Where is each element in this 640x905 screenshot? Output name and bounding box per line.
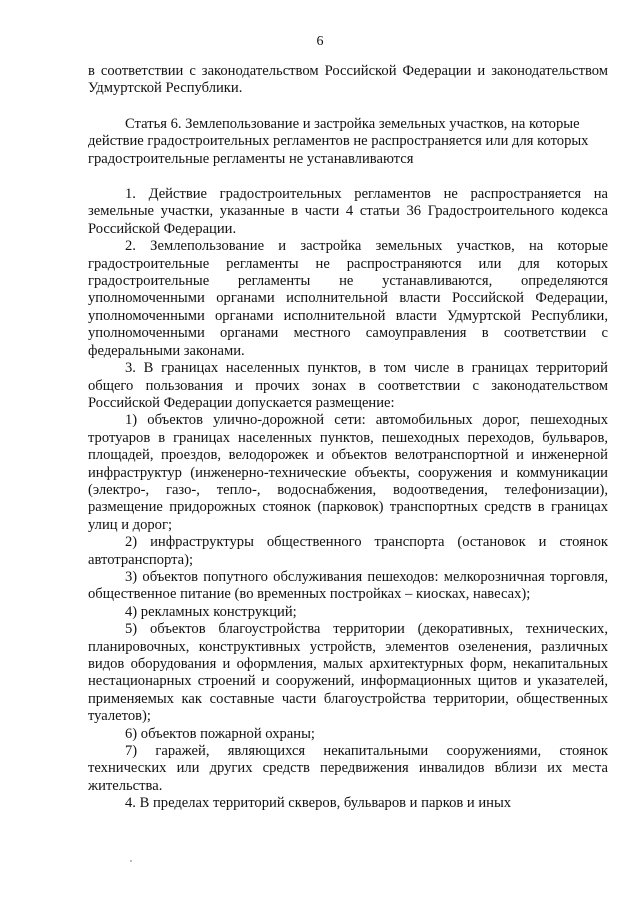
paragraph-1: 1. Действие градостроительных регламентов не распространяется на земельные участки, указанные в части 4 статьи 36 Градостроительного кодекса Российской Федерации. <box>88 186 608 237</box>
intro-continuation: в соответствии с законодательством Российской Федерации и законодательством Удмуртской Республики. <box>88 63 608 97</box>
list-item-4: 4) рекламных конструкций; <box>125 603 297 620</box>
paragraph-2: 2. Землепользование и застройка земельных участков, на которые градостроительные регламенты не распространяются или для которых градостроительные регламенты не устанавливаются, определяются уполномоченными органами исполнительной власти Российской Федерации, уполномоченными органами исполнительной власти Удмуртской Республики, уполномоченными органами местного самоуправления в соответствии с федеральными законами. <box>88 238 608 359</box>
list-item-7: 7) гаражей, являющихся некапитальными сооружениями, стоянок технических или других средств передвижения инвалидов вблизи их места жительства. <box>88 743 608 794</box>
page-number: 6 <box>316 34 324 49</box>
list-item-6: 6) объектов пожарной охраны; <box>125 725 315 742</box>
list-item-3: 3) объектов попутного обслуживания пешеходов: мелкорозничная торговля, общественное питание (во временных постройках – киосках, навесах); <box>88 568 608 603</box>
paragraph-3: 3. В границах населенных пунктов, в том числе в границах территорий общего пользования и прочих зонах в соответствии с законодательством Российской Федерации допускается размещение: <box>88 360 608 411</box>
article-title: Статья 6. Землепользование и застройка земельных участков, на которые действие градостроительных регламентов не распространяется или для которых градостроительные регламенты не устанавливаются <box>88 115 589 167</box>
scan-mark <box>130 860 132 862</box>
document-body <box>88 63 608 813</box>
list-item-2: 2) инфраструктуры общественного транспорта (остановок и стоянок автотранспорта); <box>88 534 608 568</box>
list-item-1: 1) объектов улично-дорожной сети: автомобильных дорог, пешеходных тротуаров в границах населенных пунктов, пешеходных переходов, бульваров, площадей, проездов, велодорожек и объектов велотранспортной и инженерной инфраструктур (инженерно-технические объекты, сооружения и коммуникации (электро-, газо-, тепло-, водоснабжения, водоотведения, телефонизации), размещение придорожных стоянок (парковок) транспортных средств в границах улиц и дорог; <box>88 412 608 533</box>
list-item-5: 5) объектов благоустройства территории (декоративных, технических, планировочных, конструктивных устройств, элементов озеленения, различных видов оборудования и оформления, малых архитектурных форм, некапитальных нестационарных строений и сооружений, информационных щитов и указателей, применяемых как составные части благоустройства территории, общественных туалетов); <box>88 621 608 725</box>
paragraph-4: 4. В пределах территорий скверов, бульваров и парков и иных <box>125 795 512 812</box>
